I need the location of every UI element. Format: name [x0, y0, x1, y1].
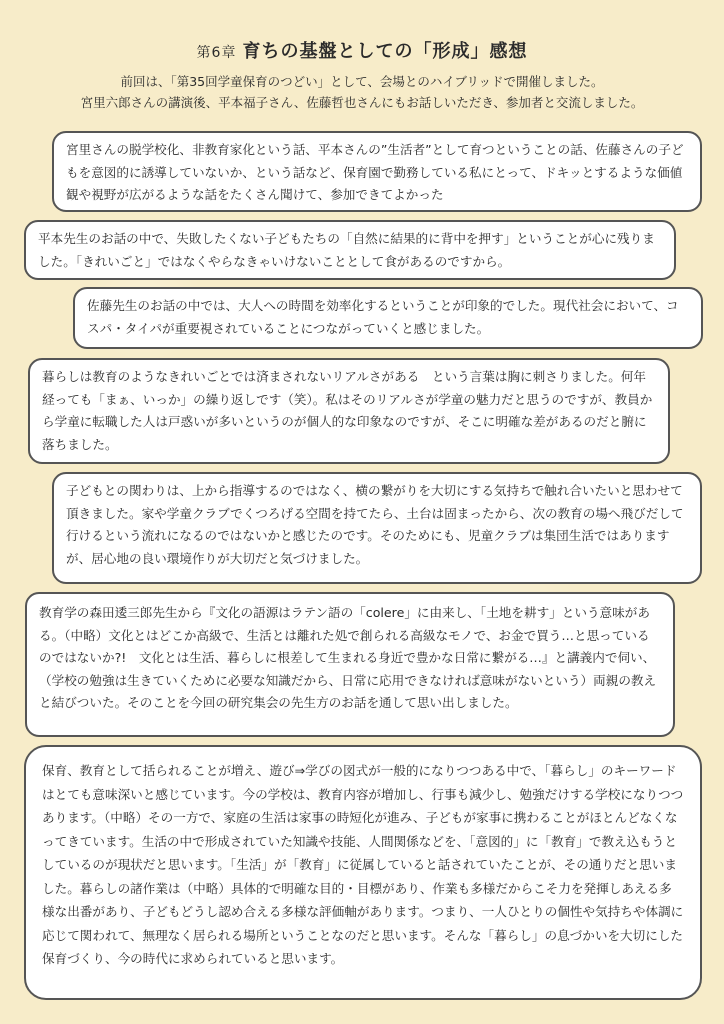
comment-text-2: 平本先生のお話の中で、失敗したくない子どもたちの「自然に結果的に背中を押す」ということが心に残りました。「きれいごと」ではなくやらなきゃいけないこととして食があるのですから。: [38, 231, 655, 269]
comment-box-7: [24, 745, 702, 1000]
intro-text: [0, 71, 724, 113]
comment-box-2: [24, 220, 676, 280]
comment-box-4: [28, 358, 670, 464]
chapter-label: 第6章: [196, 45, 237, 61]
comment-box-6: [25, 592, 675, 737]
page-title: [0, 40, 724, 65]
comment-text-3: 佐藤先生のお話の中では、大人への時間を効率化するということが印象的でした。現代社会において、コスパ・タイパが重要視されていることにつながっていくと感じました。: [87, 298, 679, 336]
intro-line-2: 宮里六郎さんの講演後、平本福子さん、佐藤哲也さんにもお話しいただき、参加者と交流しました。: [80, 95, 644, 110]
comment-text-6: 教育学の森田逶三郎先生から『文化の語源はラテン語の「colere」に由来し、「土地を耕す」という意味がある。（中略）文化とはどこか高級で、生活とは離れた処で創られる高級なモノで、お金で買う…と思っているのではないか?! 文化とは生活、暮らしに根差して生まれる身近で豊かな日常に繋がる…』と講義内で伺い、（学校の勉強は生きていくために必要な知識だから、日常に応用できなければ意味がないという）両親の教えと結びついた。そのことを今回の研究集会の先生方のお話を通して思い出しました。: [39, 605, 657, 710]
comment-box-5: [52, 472, 702, 584]
comment-text-7: 保育、教育として括られることが増え、遊び⇒学びの図式が一般的になりつつある中で、「暮らし」のキーワードはとても意味深いと感じています。今の学校は、教育内容が増加し、行事も減少し、勉強だけする学校になりつつあります。（中略）その一方で、家庭の生活は家事の時短化が進み、子どもが家事に携わることがほとんどなくなってきています。生活の中で形成されていた知識や技能、人間関係などを、「意図的」に「教育」で教え込もうとしているのが現状だと思います。「生活」が「教育」に従属していると話されていたことが、その通りだと思いました。暮らしの諸作業は（中略）具体的で明確な目的・目標があり、作業も多様だからこそ力を発揮しあえる多様な出番があり、子どもどうし認め合える多様な評価軸があります。つまり、一人ひとりの個性や気持ちや体調に応じて関われて、無理なく居られる場所ということなのだと思います。そんな「暮らし」の息づかいを大切にした保育づくり、今の時代に求められていると思います。: [42, 763, 684, 966]
title-text: 育ちの基盤としての「形成」感想: [242, 41, 528, 62]
comment-box-1: [52, 131, 702, 212]
comment-box-3: [73, 287, 703, 349]
page-header: [0, 40, 724, 113]
comment-text-1: 宮里さんの脱学校化、非教育家化という話、平本さんの”生活者”として育つということの話、佐藤さんの子どもを意図的に誘導していないか、という話など、保育園で勤務している私にとって、ドキッとするような価値観や視野が広がるような話をたくさん聞けて、参加できてよかった: [66, 142, 684, 202]
comment-text-4: 暮らしは教育のようなきれいごとでは済まされないリアルさがある という言葉は胸に刺さりました。何年経っても「まぁ、いっか」の繰り返しです（笑）。私はそのリアルさが学童の魅力だと思うのですが、教員から学童に転職した人は戸惑いが多いというのが個人的な印象なのですが、そこに明確な差があるのだと腑に落ちました。: [42, 369, 653, 452]
comment-text-5: 子どもとの関わりは、上から指導するのではなく、横の繋がりを大切にする気持ちで触れ合いたいと思わせて頂きました。家や学童クラブでくつろげる空間を持てたら、土台は固まったから、次の教育の場へ飛びだして行けるという流れになるのではないかと感じたのです。そのためにも、児童クラブは集団生活ではありますが、居心地の良い環境作りが大切だと気づけました。: [66, 483, 684, 566]
intro-line-1: 前回は、「第35回学童保育のつどい」として、会場とのハイブリッドで開催しました。: [120, 74, 604, 89]
